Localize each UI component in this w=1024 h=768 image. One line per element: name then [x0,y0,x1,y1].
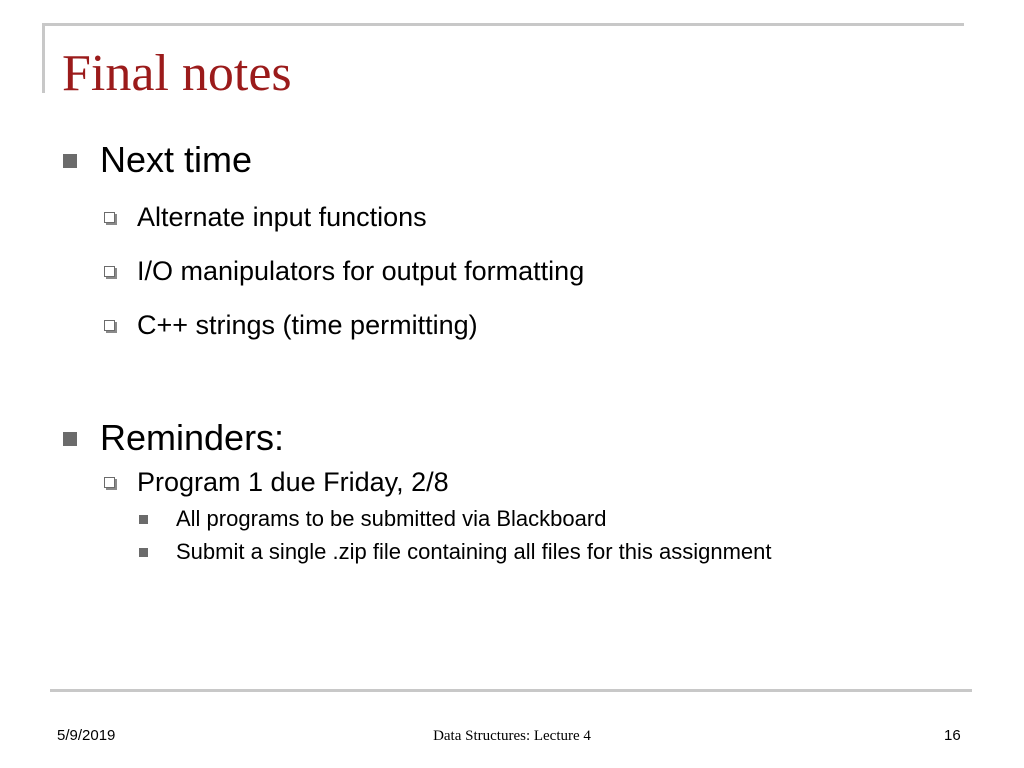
list-item-text: Alternate input functions [137,202,427,232]
footer-course-title: Data Structures: Lecture 4 [433,728,591,744]
square-bullet-icon [139,548,148,557]
footer-date: 5/9/2019 [57,727,116,744]
list-subitem-text: All programs to be submitted via Blackboard [176,506,607,531]
list-subitem [176,538,772,566]
hollow-square-bullet-icon [104,320,115,331]
list-item [137,465,449,499]
list-item-text: I/O manipulators for output formatting [137,256,585,286]
list-item [137,200,427,234]
list-item-text: Program 1 due Friday, 2/8 [137,467,449,497]
hollow-square-bullet-icon [104,266,115,277]
hollow-square-bullet-icon [104,212,115,223]
square-bullet-icon [63,154,77,168]
list-subitem-text: Submit a single .zip file containing all files for this assignment [176,539,772,564]
footer-divider [50,689,972,692]
square-bullet-icon [63,432,77,446]
section-next-time [100,138,252,182]
hollow-square-bullet-icon [104,477,115,488]
list-item [137,254,584,288]
slide-title: Final notes [62,45,292,102]
square-bullet-icon [139,515,148,524]
section-heading: Next time [100,139,253,180]
footer-page-number: 16 [944,727,961,744]
section-heading: Reminders: [100,417,285,458]
section-reminders [100,416,284,460]
list-item-text: C++ strings (time permitting) [137,310,478,340]
list-subitem [176,505,606,533]
list-item [137,308,478,342]
